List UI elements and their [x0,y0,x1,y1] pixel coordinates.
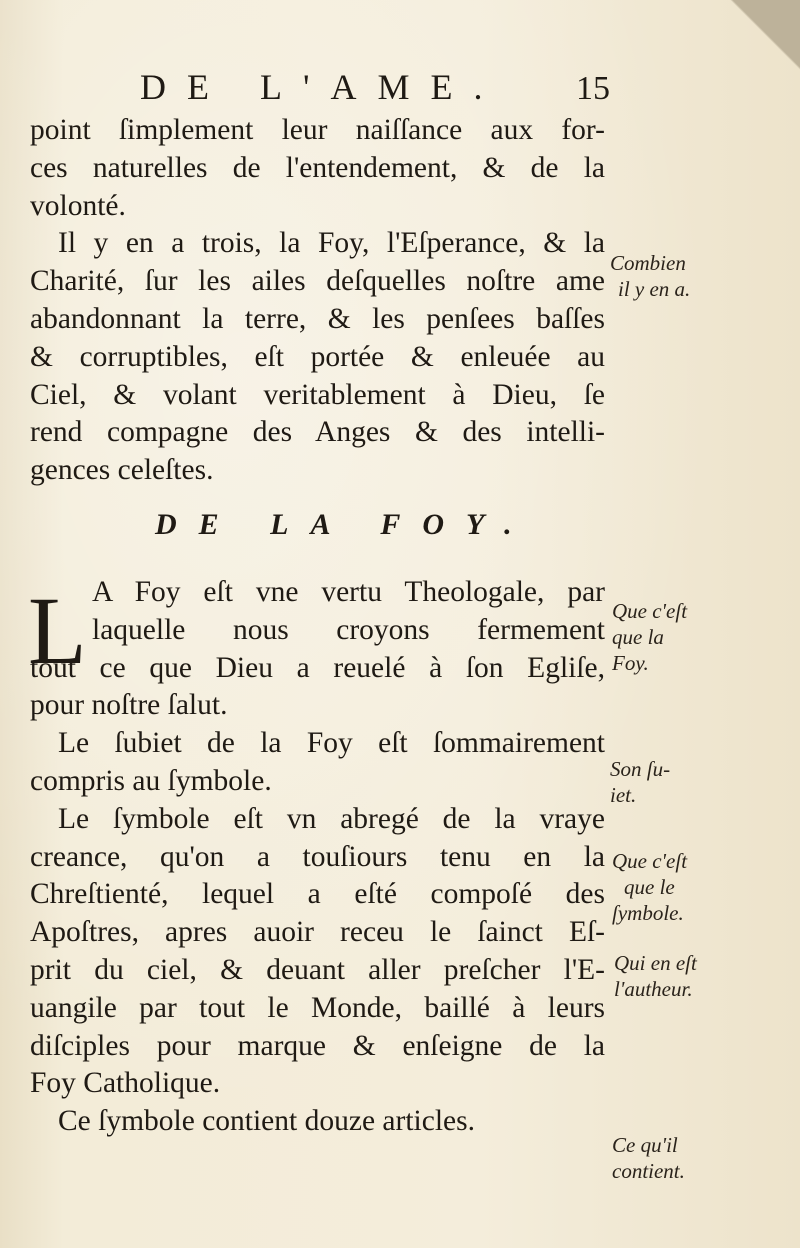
text-line: Ciel, & volant veritablement à Dieu, ſe [30,378,605,411]
text-line: gences celeſtes. [30,454,214,487]
text-line: A Foy eſt vne vertu Theologale, par [92,575,605,608]
text-line: Foy Catholique. [30,1067,221,1100]
margin-note: Combien il y en a. [610,251,691,301]
text-line: tout ce que Dieu a reuelé à ſon Egliſe, [30,651,605,684]
text-line: rend compagne des Anges & des intelli- [30,416,605,449]
text-line: Apoſtres, apres auoir receu le ſainct Eſ- [30,916,605,949]
page-number: 15 [576,70,610,107]
margin-note: Ce qu'il contient. [612,1133,685,1183]
margin-note: Que c'eſt que le ſymbole. [612,849,688,925]
running-header [140,66,610,116]
text-line: abandonnant la terre, & les penſees baſſes [30,302,605,335]
text-line: ces naturelles de l'entendement, & de la [30,151,605,184]
text-line: creance, qu'on a touſiours tenu en la [30,840,605,873]
text-line: volonté. [30,189,126,222]
text-line: prit du ciel, & deuant aller preſcher l'E- [30,953,605,986]
text-line: Le ſymbole eſt vn abregé de la vraye [58,802,605,835]
margin-note: Qui en eſt l'autheur. [614,951,697,1001]
text-line: diſciples pour marque & enſeigne de la [30,1029,605,1062]
margin-note: Que c'eſt que la Foy. [612,599,688,675]
text-line: Charité, ſur les ailes deſquelles noſtre ame [30,265,605,298]
section-heading: DE LA FOY. [155,508,534,541]
spacer [30,545,605,574]
drop-cap: L [28,577,87,684]
text-line: & corruptibles, eſt portée & enleuée au [30,340,605,373]
text-line: Le ſubiet de la Foy eſt ſommairement [58,727,605,760]
text-line: compris au ſymbole. [30,764,272,797]
page-corner-fold [730,0,800,70]
running-title: DE L'AME. [140,67,504,107]
text-line: pour noſtre ſalut. [30,689,228,722]
text-line: uangile par tout le Monde, baillé à leurs [30,991,605,1024]
text-line: laquelle nous croyons fermement [92,613,605,646]
text-line: Chreſtienté, lequel a eſté compoſé des [30,878,605,911]
text-line: point ſimplement leur naiſſance aux for- [30,114,605,146]
main-text [30,112,605,1141]
text-line: Il y en a trois, la Foy, l'Eſperance, & la [58,227,605,260]
margin-note: Son ſu- iet. [610,757,671,807]
text-line: Ce ſymbole contient douze articles. [58,1105,475,1138]
